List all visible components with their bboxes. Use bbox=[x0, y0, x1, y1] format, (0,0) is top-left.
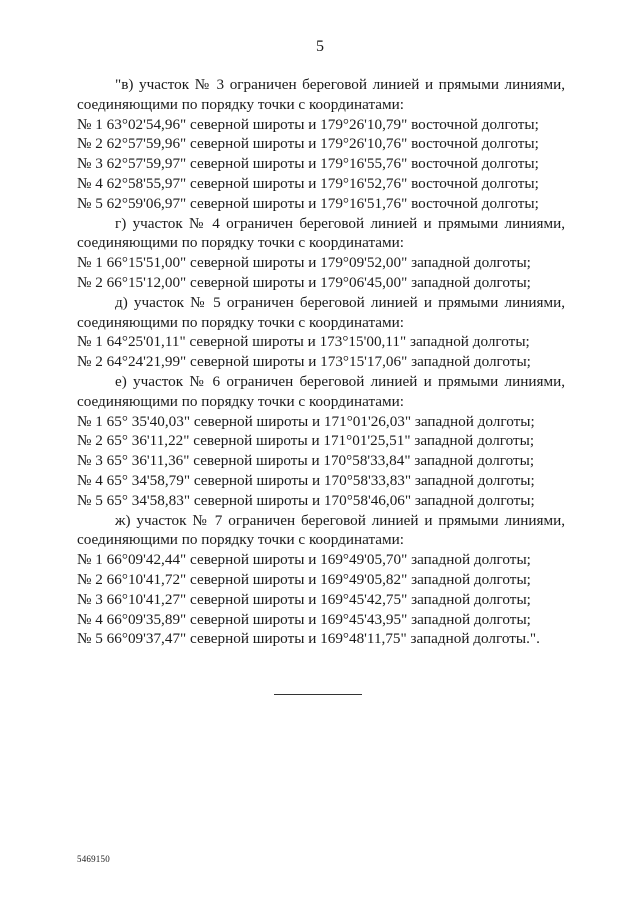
text-line: № 3 62°57'59,97" северной широты и 179°16'55,76" восточной долготы; bbox=[77, 155, 539, 173]
text-line: № 3 65° 36'11,36" северной широты и 170°58'33,84" западной долготы; bbox=[77, 452, 535, 470]
paragraph-first-line: д) участок № 5 ограничен береговой линией и прямыми линиями, bbox=[115, 293, 565, 311]
text-line: соединяющими по порядку точки с координатами: bbox=[77, 392, 404, 410]
text-line: № 2 66°10'41,72" северной широты и 169°49'05,82" западной долготы; bbox=[77, 570, 531, 588]
paragraph-first-line: "в) участок № 3 ограничен береговой линией и прямыми линиями, bbox=[115, 76, 565, 93]
text-line: соединяющими по порядку точки с координатами: bbox=[77, 531, 404, 549]
text-line: № 4 65° 34'58,79" северной широты и 170°58'33,83" западной долготы; bbox=[77, 471, 535, 489]
text-line: № 4 66°09'35,89" северной широты и 169°45'43,95" западной долготы; bbox=[77, 610, 531, 628]
document-body bbox=[77, 75, 565, 649]
text-line: № 2 65° 36'11,22" северной широты и 171°01'25,51" западной долготы; bbox=[77, 432, 535, 450]
paragraph-first-line: г) участок № 4 ограничен береговой линией и прямыми линиями, bbox=[115, 214, 565, 232]
text-line: № 1 66°15'51,00" северной широты и 179°09'52,00" западной долготы; bbox=[77, 254, 531, 272]
text-line: № 5 66°09'37,47" северной широты и 169°48'11,75" западной долготы.". bbox=[77, 630, 540, 648]
text-line: № 2 64°24'21,99" северной широты и 173°15'17,06" западной долготы; bbox=[77, 353, 531, 371]
text-line: № 1 66°09'42,44" северной широты и 169°49'05,70" западной долготы; bbox=[77, 551, 531, 569]
text-line: № 1 64°25'01,11" северной широты и 173°15'00,11" западной долготы; bbox=[77, 333, 530, 351]
text-line: № 2 62°57'59,96" северной широты и 179°26'10,76" восточной долготы; bbox=[77, 135, 539, 153]
end-separator-line bbox=[274, 694, 362, 695]
document-code: 5469150 bbox=[77, 854, 110, 864]
paragraph-first-line: е) участок № 6 ограничен береговой линией и прямыми линиями, bbox=[115, 372, 565, 390]
text-line: № 1 65° 35'40,03" северной широты и 171°01'26,03" западной долготы; bbox=[77, 412, 535, 430]
text-line: соединяющими по порядку точки с координатами: bbox=[77, 313, 404, 331]
text-line: № 1 63°02'54,96" северной широты и 179°26'10,79" восточной долготы; bbox=[77, 115, 539, 133]
text-line: соединяющими по порядку точки с координатами: bbox=[77, 95, 404, 113]
page-number: 5 bbox=[316, 38, 324, 55]
text-line: соединяющими по порядку точки с координатами: bbox=[77, 234, 404, 252]
text-line: № 5 62°59'06,97" северной широты и 179°16'51,76" восточной долготы; bbox=[77, 194, 539, 212]
text-line: № 4 62°58'55,97" северной широты и 179°16'52,76" восточной долготы; bbox=[77, 174, 539, 192]
text-line: № 2 66°15'12,00" северной широты и 179°06'45,00" западной долготы; bbox=[77, 273, 531, 291]
text-line: № 3 66°10'41,27" северной широты и 169°45'42,75" западной долготы; bbox=[77, 590, 531, 608]
text-line: № 5 65° 34'58,83" северной широты и 170°58'46,06" западной долготы; bbox=[77, 491, 535, 509]
paragraph-first-line: ж) участок № 7 ограничен береговой линией и прямыми линиями, bbox=[115, 511, 565, 529]
